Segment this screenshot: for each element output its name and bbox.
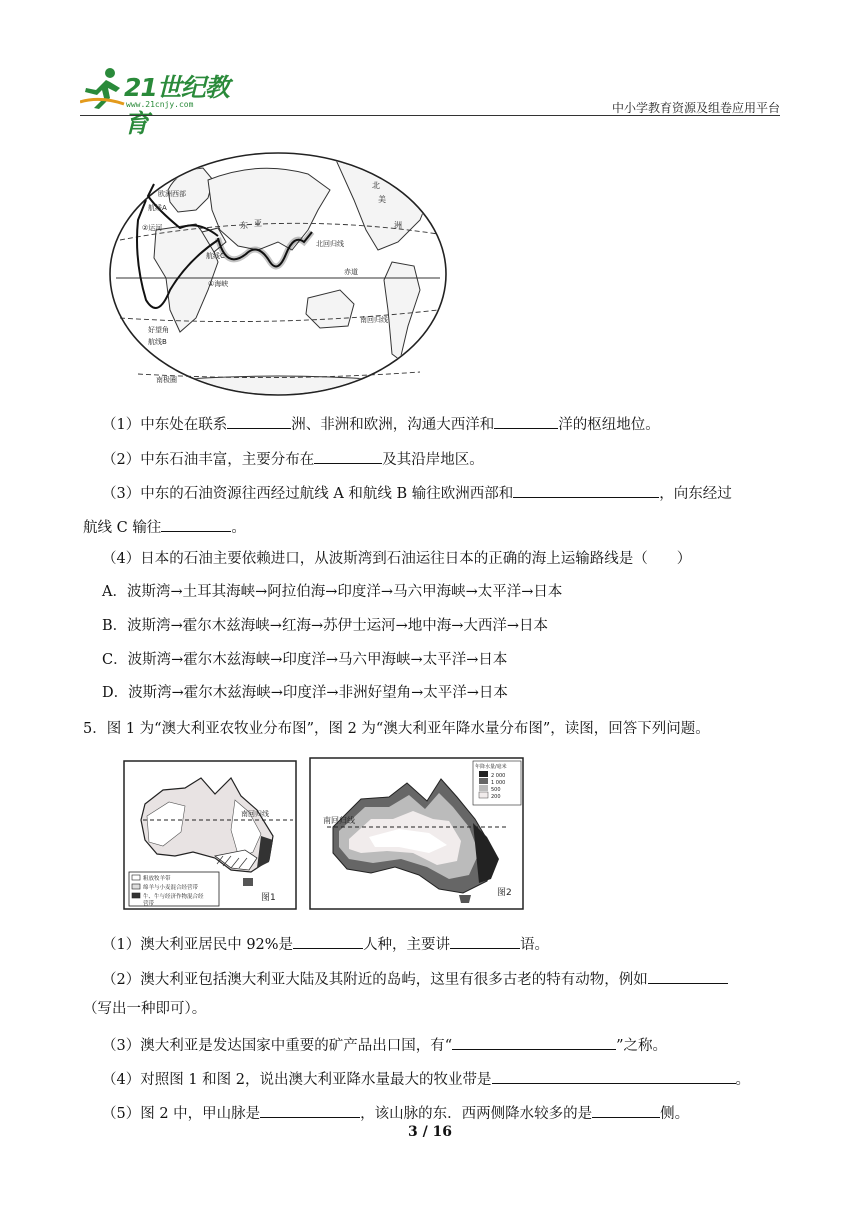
q4-option-d[interactable]: D．波斯湾→霍尔木兹海峡→印度洋→非洲好望角→太平洋→日本	[102, 685, 508, 701]
q5-s1-text-a: （1）澳大利亚居民中 92%是	[102, 937, 294, 953]
q4-s2-text-b: 及其沿岸地区。	[382, 452, 484, 468]
fig2-legend-value-3: 500	[491, 787, 501, 793]
map1-label-route-b: 航线B	[148, 338, 167, 346]
fig1-legend-1: 粗放牧羊带	[143, 876, 171, 882]
map1-label-west-europe: 欧洲西部	[158, 190, 186, 198]
page-number: 3 / 16	[407, 1124, 453, 1140]
q5-title: 5．图 1 为“澳大利亚农牧业分布图”，图 2 为“澳大利亚年降水量分布图”，读图，回答下列问题。	[83, 721, 710, 737]
map1-label-tropic-n: 北回归线	[316, 240, 344, 248]
world-map-svg	[108, 150, 448, 398]
q5-s3-text-a: （3）澳大利亚是发达国家中重要的矿产品出口国，有“	[102, 1038, 453, 1054]
map1-label-continent: 洲	[394, 221, 402, 230]
q5-s1-blank-2[interactable]	[450, 933, 520, 949]
q5-s3-blank[interactable]	[452, 1034, 616, 1050]
q4-item-4: （4）日本的石油主要依赖进口，从波斯湾到石油运往日本的正确的海上运输路线是（ ）	[102, 551, 692, 567]
map1-label-good-hope: 好望角	[148, 326, 169, 334]
map1-label-route-a: 航线A	[148, 204, 167, 212]
map1-label-east: 东	[240, 221, 248, 230]
fig2-legend-value-1: 2 000	[491, 773, 506, 779]
fig1-legend-3b: 营带	[143, 901, 155, 907]
q4-s1-blank-1[interactable]	[227, 413, 291, 429]
runner-logo-icon	[80, 66, 126, 110]
q4-s2-blank[interactable]	[314, 448, 382, 464]
logo-url-text: www.21cnjy.com	[126, 100, 194, 109]
q4-s1-blank-2[interactable]	[494, 413, 558, 429]
q4-s1-text-b: 洲、非洲和欧洲，沟通大西洋和	[291, 417, 495, 433]
q5-s1-text-b: 人种，主要讲	[363, 937, 451, 953]
header-divider	[80, 115, 780, 116]
q5-s5-blank-1[interactable]	[260, 1102, 360, 1118]
q5-s2-blank[interactable]	[648, 968, 728, 984]
q4-s2-text-a: （2）中东石油丰富，主要分布在	[102, 452, 315, 468]
australia-precipitation-figure	[309, 757, 524, 910]
q5-s4-text-a: （4）对照图 1 和图 2，说出澳大利亚降水量最大的牧业带是	[102, 1072, 492, 1088]
q5-s3-text-b: ”之称。	[616, 1038, 668, 1054]
q4-option-b[interactable]: B．波斯湾→霍尔木兹海峡→红海→苏伊士运河→地中海→大西洋→日本	[102, 618, 549, 634]
fig2-svg	[309, 757, 524, 910]
logo-brand-text: 21世纪教育	[124, 73, 229, 138]
fig1-legend-2: 绵羊与小麦混合经营带	[143, 885, 199, 891]
fig2-tropic-label: 南回归线	[323, 816, 355, 825]
fig2-caption: 图2	[497, 888, 512, 898]
q4-item-1	[102, 413, 660, 435]
fig1-svg	[123, 760, 297, 910]
q5-s5-blank-2[interactable]	[592, 1102, 660, 1118]
fig2-legend-title: 年降水量/毫米	[475, 764, 507, 770]
australia-agriculture-figure	[123, 760, 297, 910]
q4-option-a[interactable]: A．波斯湾→土耳其海峡→阿拉伯海→印度洋→马六甲海峡→太平洋→日本	[102, 584, 563, 600]
q4-s1-text-c: 洋的枢纽地位。	[558, 417, 660, 433]
q5-s4-blank[interactable]	[492, 1068, 736, 1084]
q4-option-c[interactable]: C．波斯湾→霍尔木兹海峡→印度洋→马六甲海峡→太平洋→日本	[102, 652, 508, 668]
platform-name: 中小学教育资源及组卷应用平台	[611, 101, 780, 115]
q4-s3-blank-1[interactable]	[513, 482, 659, 498]
q5-s5-text-a: （5）图 2 中，甲山脉是	[102, 1106, 261, 1122]
q5-item-5	[102, 1102, 689, 1124]
q5-s5-text-b: ，该山脉的东．西两侧降水较多的是	[360, 1106, 593, 1122]
fig1-caption: 图1	[261, 893, 276, 903]
q4-s3-text-a: （3）中东的石油资源往西经过航线 A 和航线 B 输往欧洲西部和	[102, 486, 514, 502]
q4-s3-text-b: ，向东经过	[659, 486, 732, 502]
q4-item-2	[102, 448, 484, 470]
map1-label-north: 北	[372, 181, 380, 190]
q5-s2-text-a: （2）澳大利亚包括澳大利亚大陆及其附近的岛屿，这里有很多古老的特有动物，例如	[102, 972, 648, 988]
world-map-figure	[108, 150, 448, 398]
fig1-legend-3a: 牛、牛与经济作物混合经	[143, 894, 204, 900]
q5-item-4	[102, 1068, 750, 1090]
page-header	[80, 66, 780, 138]
q4-item-3	[102, 482, 732, 504]
map1-label-america: 美	[378, 195, 386, 204]
map1-label-route-c: 航线C	[206, 252, 225, 260]
q4-item-3-cont	[83, 516, 246, 538]
map1-label-antarctic: 南极圈	[156, 376, 177, 384]
q5-item-3	[102, 1034, 667, 1056]
q5-item-1	[102, 933, 549, 955]
q5-item-2-cont: （写出一种即可）。	[83, 1001, 207, 1017]
map1-label-equator: 赤道	[344, 268, 358, 276]
map1-label-asia: 亚	[254, 219, 262, 228]
map1-label-tropic-s: 南回归线	[360, 316, 388, 324]
q5-s1-blank-1[interactable]	[293, 933, 363, 949]
q4-s3-text-d: 。	[231, 520, 246, 536]
map1-label-strait: ①海峡	[208, 280, 229, 288]
map1-label-canal: ②运河	[142, 224, 163, 232]
q5-s1-text-c: 语。	[520, 937, 550, 953]
q5-item-2	[102, 968, 728, 990]
fig2-legend-value-2: 1 000	[491, 780, 506, 786]
q4-s1-text-a: （1）中东处在联系	[102, 417, 228, 433]
q4-s3-text-c: 航线 C 输往	[83, 520, 162, 536]
logo	[80, 66, 250, 138]
q5-s4-text-b: 。	[735, 1072, 751, 1088]
fig1-tropic-label: 南回归线	[241, 810, 269, 818]
q4-s3-blank-2[interactable]	[161, 516, 231, 532]
fig2-legend-value-4: 200	[491, 794, 501, 800]
q5-s5-text-c: 侧。	[660, 1106, 690, 1122]
